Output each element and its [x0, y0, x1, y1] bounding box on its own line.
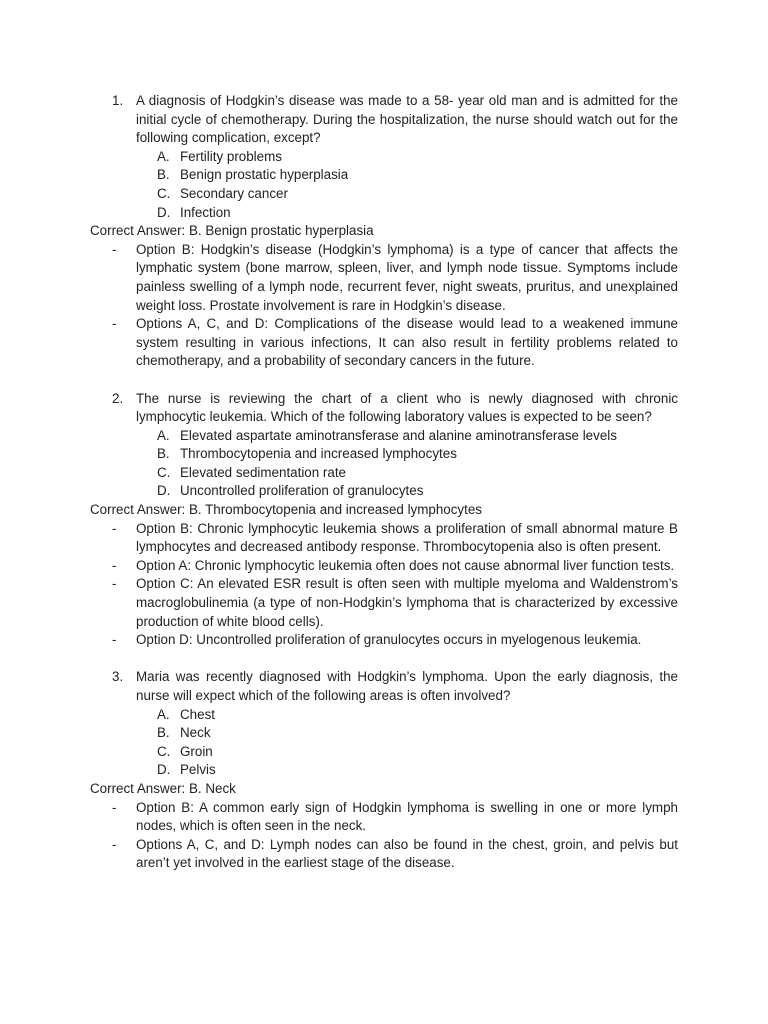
rationale-item [90, 799, 678, 836]
rationale-item [90, 241, 678, 315]
rationale-item [90, 631, 678, 650]
rationale-item [90, 557, 678, 576]
rationale-item [90, 575, 678, 631]
rationale-item [90, 315, 678, 371]
rationale-text: Option B: Chronic lymphocytic leukemia shows a proliferation of small abnormal mature B lymphocytes and decreased antibody response. Thrombocytopenia also is often present. [136, 520, 678, 555]
option-item [90, 445, 678, 464]
rationale-text: Option A: Chronic lymphocytic leukemia often does not cause abnormal liver function tests. [136, 557, 675, 573]
answer-options [90, 148, 678, 222]
spacer [90, 371, 678, 390]
question-number: 1. [112, 93, 124, 108]
option-text: Thrombocytopenia and increased lymphocytes [180, 446, 457, 462]
option-letter: B. [157, 167, 170, 183]
option-text: Elevated sedimentation rate [180, 464, 346, 480]
option-letter: C. [157, 464, 171, 480]
option-text: Groin [180, 743, 213, 759]
option-letter: A. [157, 706, 170, 722]
correct-answer: Correct Answer: B. Neck [90, 780, 236, 796]
question-block [90, 92, 678, 371]
question-number: 3. [112, 669, 124, 685]
question-text: The nurse is reviewing the chart of a client who is newly diagnosed with chronic lymphocytic leukemia. Which of the following laboratory values is expected to be seen? [136, 390, 678, 425]
option-text: Secondary cancer [180, 185, 288, 201]
rationale-text: Options A, C, and D: Lymph nodes can also be found in the chest, groin, and pelvis but aren’t yet involved in the earliest stage of the disease. [136, 836, 678, 871]
rationale-text: Option D: Uncontrolled proliferation of granulocytes occurs in myelogenous leukemia. [136, 632, 642, 648]
question-stem [90, 390, 678, 427]
option-item [90, 427, 678, 446]
answer-options [90, 427, 678, 501]
option-text: Fertility problems [180, 148, 282, 164]
correct-answer: Correct Answer: B. Benign prostatic hyperplasia [90, 223, 374, 239]
option-letter: C. [157, 743, 171, 759]
option-letter: A. [157, 148, 170, 164]
option-item [90, 204, 678, 223]
rationale-item [90, 520, 678, 557]
question-block [90, 390, 678, 650]
option-item [90, 166, 678, 185]
option-item [90, 761, 678, 780]
rationale-text: Option B: Hodgkin’s disease (Hodgkin’s lymphoma) is a type of cancer that affects the lymphatic system (bone marrow, spleen, liver, and lymph node tissue. Symptoms include painless swelling of a lymph node, recurrent fever, night sweats, pruritus, and unexplained weight loss. Prostate involvement is rare in Hodgkin’s disease. [136, 241, 678, 313]
option-text: Chest [180, 706, 215, 722]
bullet-dash: - [112, 316, 117, 332]
bullet-dash: - [112, 836, 117, 852]
option-item [90, 148, 678, 167]
question-number: 2. [112, 390, 124, 406]
correct-answer: Correct Answer: B. Thrombocytopenia and increased lymphocytes [90, 502, 482, 518]
option-text: Elevated aspartate aminotransferase and alanine aminotransferase levels [180, 427, 617, 443]
question-text: A diagnosis of Hodgkin’s disease was made to a 58- year old man and is admitted for the initial cycle of chemotherapy. During the hospitalization, the nurse should watch out for the following complication, except? [136, 93, 678, 146]
option-text: Benign prostatic hyperplasia [180, 167, 349, 183]
option-letter: D. [157, 483, 171, 499]
bullet-dash: - [112, 799, 117, 815]
option-item [90, 706, 678, 725]
document-content [90, 92, 678, 873]
question-text: Maria was recently diagnosed with Hodgkin’s lymphoma. Upon the early diagnosis, the nurse will expect which of the following areas is often involved? [136, 669, 678, 703]
option-letter: D. [157, 204, 171, 220]
bullet-dash: - [112, 241, 117, 257]
bullet-dash: - [112, 576, 117, 592]
option-letter: C. [157, 185, 171, 201]
spacer [90, 650, 678, 669]
option-text: Infection [180, 204, 231, 220]
bullet-dash: - [112, 557, 117, 573]
question-stem [90, 668, 678, 705]
rationale-text: Options A, C, and D: Complications of the disease would lead to a weakened immune system resulting in various infections, It can also result in fertility problems related to chemotherapy, and a probability of secondary cancers in the future. [136, 316, 678, 369]
rationale-text: Option C: An elevated ESR result is often seen with multiple myeloma and Waldenstrom’s macroglobulinemia (a type of non-Hodgkin’s lymphoma that is characterized by excessive production of white blood cells). [136, 576, 678, 629]
option-item [90, 724, 678, 743]
option-letter: B. [157, 725, 170, 741]
question-stem [90, 92, 678, 148]
option-text: Neck [180, 725, 211, 741]
option-letter: A. [157, 427, 170, 443]
option-text: Pelvis [180, 762, 216, 778]
question-block [90, 668, 678, 873]
rationale-item [90, 836, 678, 873]
option-letter: B. [157, 446, 170, 462]
option-item [90, 482, 678, 501]
option-text: Uncontrolled proliferation of granulocytes [180, 483, 424, 499]
rationale-text: Option B: A common early sign of Hodgkin lymphoma is swelling in one or more lymph nodes, which is often seen in the neck. [136, 799, 678, 834]
answer-options [90, 706, 678, 780]
option-letter: D. [157, 762, 171, 778]
option-item [90, 185, 678, 204]
option-item [90, 464, 678, 483]
bullet-dash: - [112, 632, 117, 648]
option-item [90, 743, 678, 762]
bullet-dash: - [112, 520, 117, 536]
